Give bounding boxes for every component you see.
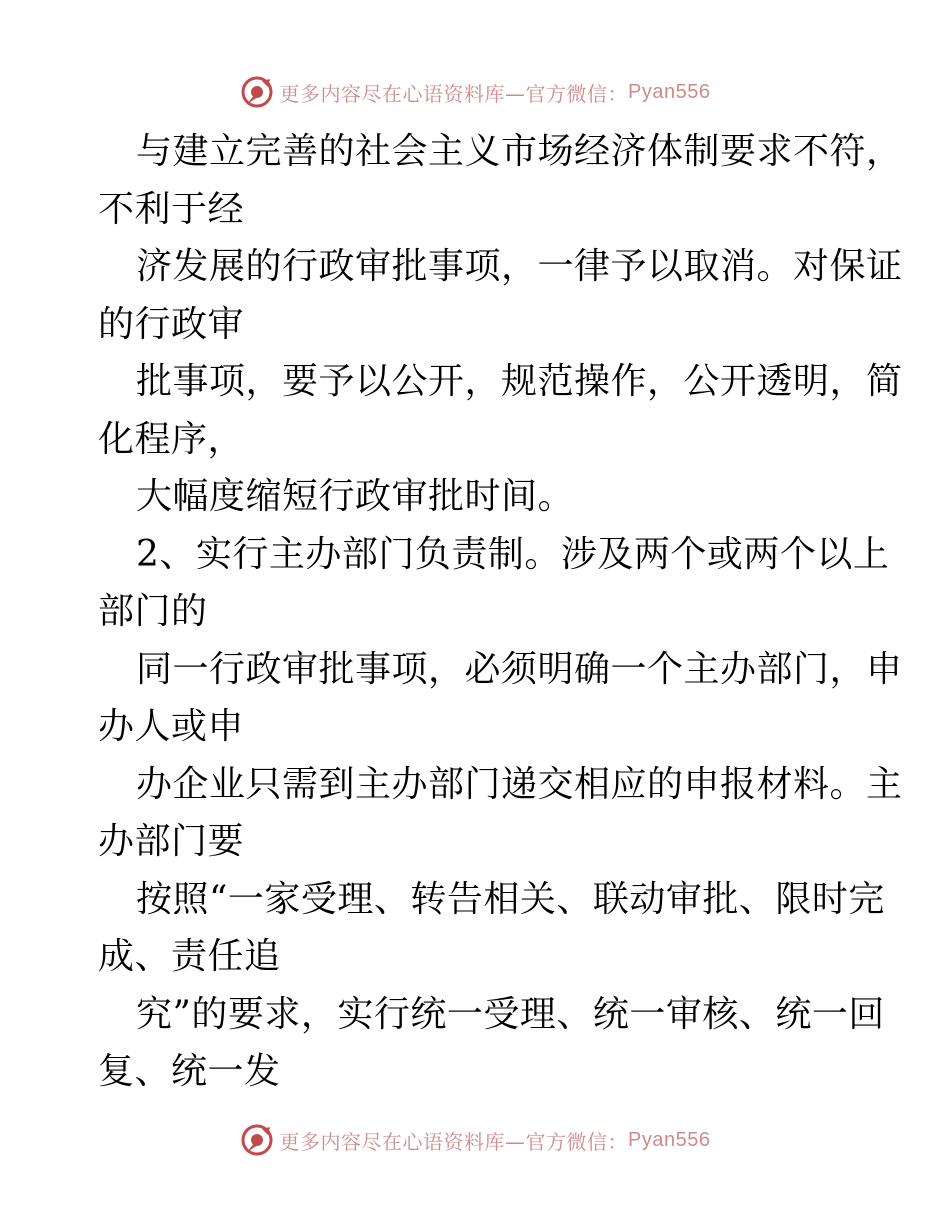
body-line: 批事项，要予以公开，规范操作，公开透明，简 xyxy=(136,361,903,402)
body-line: 究”的要求，实行统一受理、统一审核、统一回 xyxy=(136,993,885,1035)
body-line: 化程序， xyxy=(98,418,245,460)
pen-logo-icon xyxy=(240,75,274,109)
body-line: 与建立完善的社会主义市场经济体制要求不符， xyxy=(136,131,903,172)
document-body xyxy=(98,123,903,1101)
body-line: 大幅度缩短行政审批时间。 xyxy=(136,476,575,517)
header-banner-text: 更多内容尽在心语资料库—官方微信： xyxy=(279,81,629,106)
body-line: 部门的 xyxy=(98,591,208,632)
footer-banner xyxy=(0,1120,950,1160)
pen-logo-icon xyxy=(240,1123,274,1157)
body-line: 同一行政审批事项，必须明确一个主办部门，申 xyxy=(136,648,903,690)
body-line: 办人或申 xyxy=(98,706,245,747)
body-line: 济发展的行政审批事项，一律予以取消。对保证 xyxy=(136,246,903,287)
header-banner xyxy=(0,72,950,112)
body-line: 办部门要 xyxy=(98,821,245,862)
body-line: 的行政审 xyxy=(98,303,245,345)
header-wechat-id: Pyan556 xyxy=(628,80,711,103)
body-line: 2、实行主办部门负责制。涉及两个或两个以上 xyxy=(136,533,890,575)
body-line: 成、责任追 xyxy=(98,936,281,977)
body-line: 按照“一家受理、转告相关、联动审批、限时完 xyxy=(136,878,885,920)
body-line: 不利于经 xyxy=(98,188,245,230)
body-line: 复、统一发 xyxy=(98,1051,281,1092)
footer-banner-text: 更多内容尽在心语资料库—官方微信： xyxy=(279,1129,629,1154)
body-line: 办企业只需到主办部门递交相应的申报材料。主 xyxy=(136,763,903,805)
footer-wechat-id: Pyan556 xyxy=(628,1128,711,1151)
